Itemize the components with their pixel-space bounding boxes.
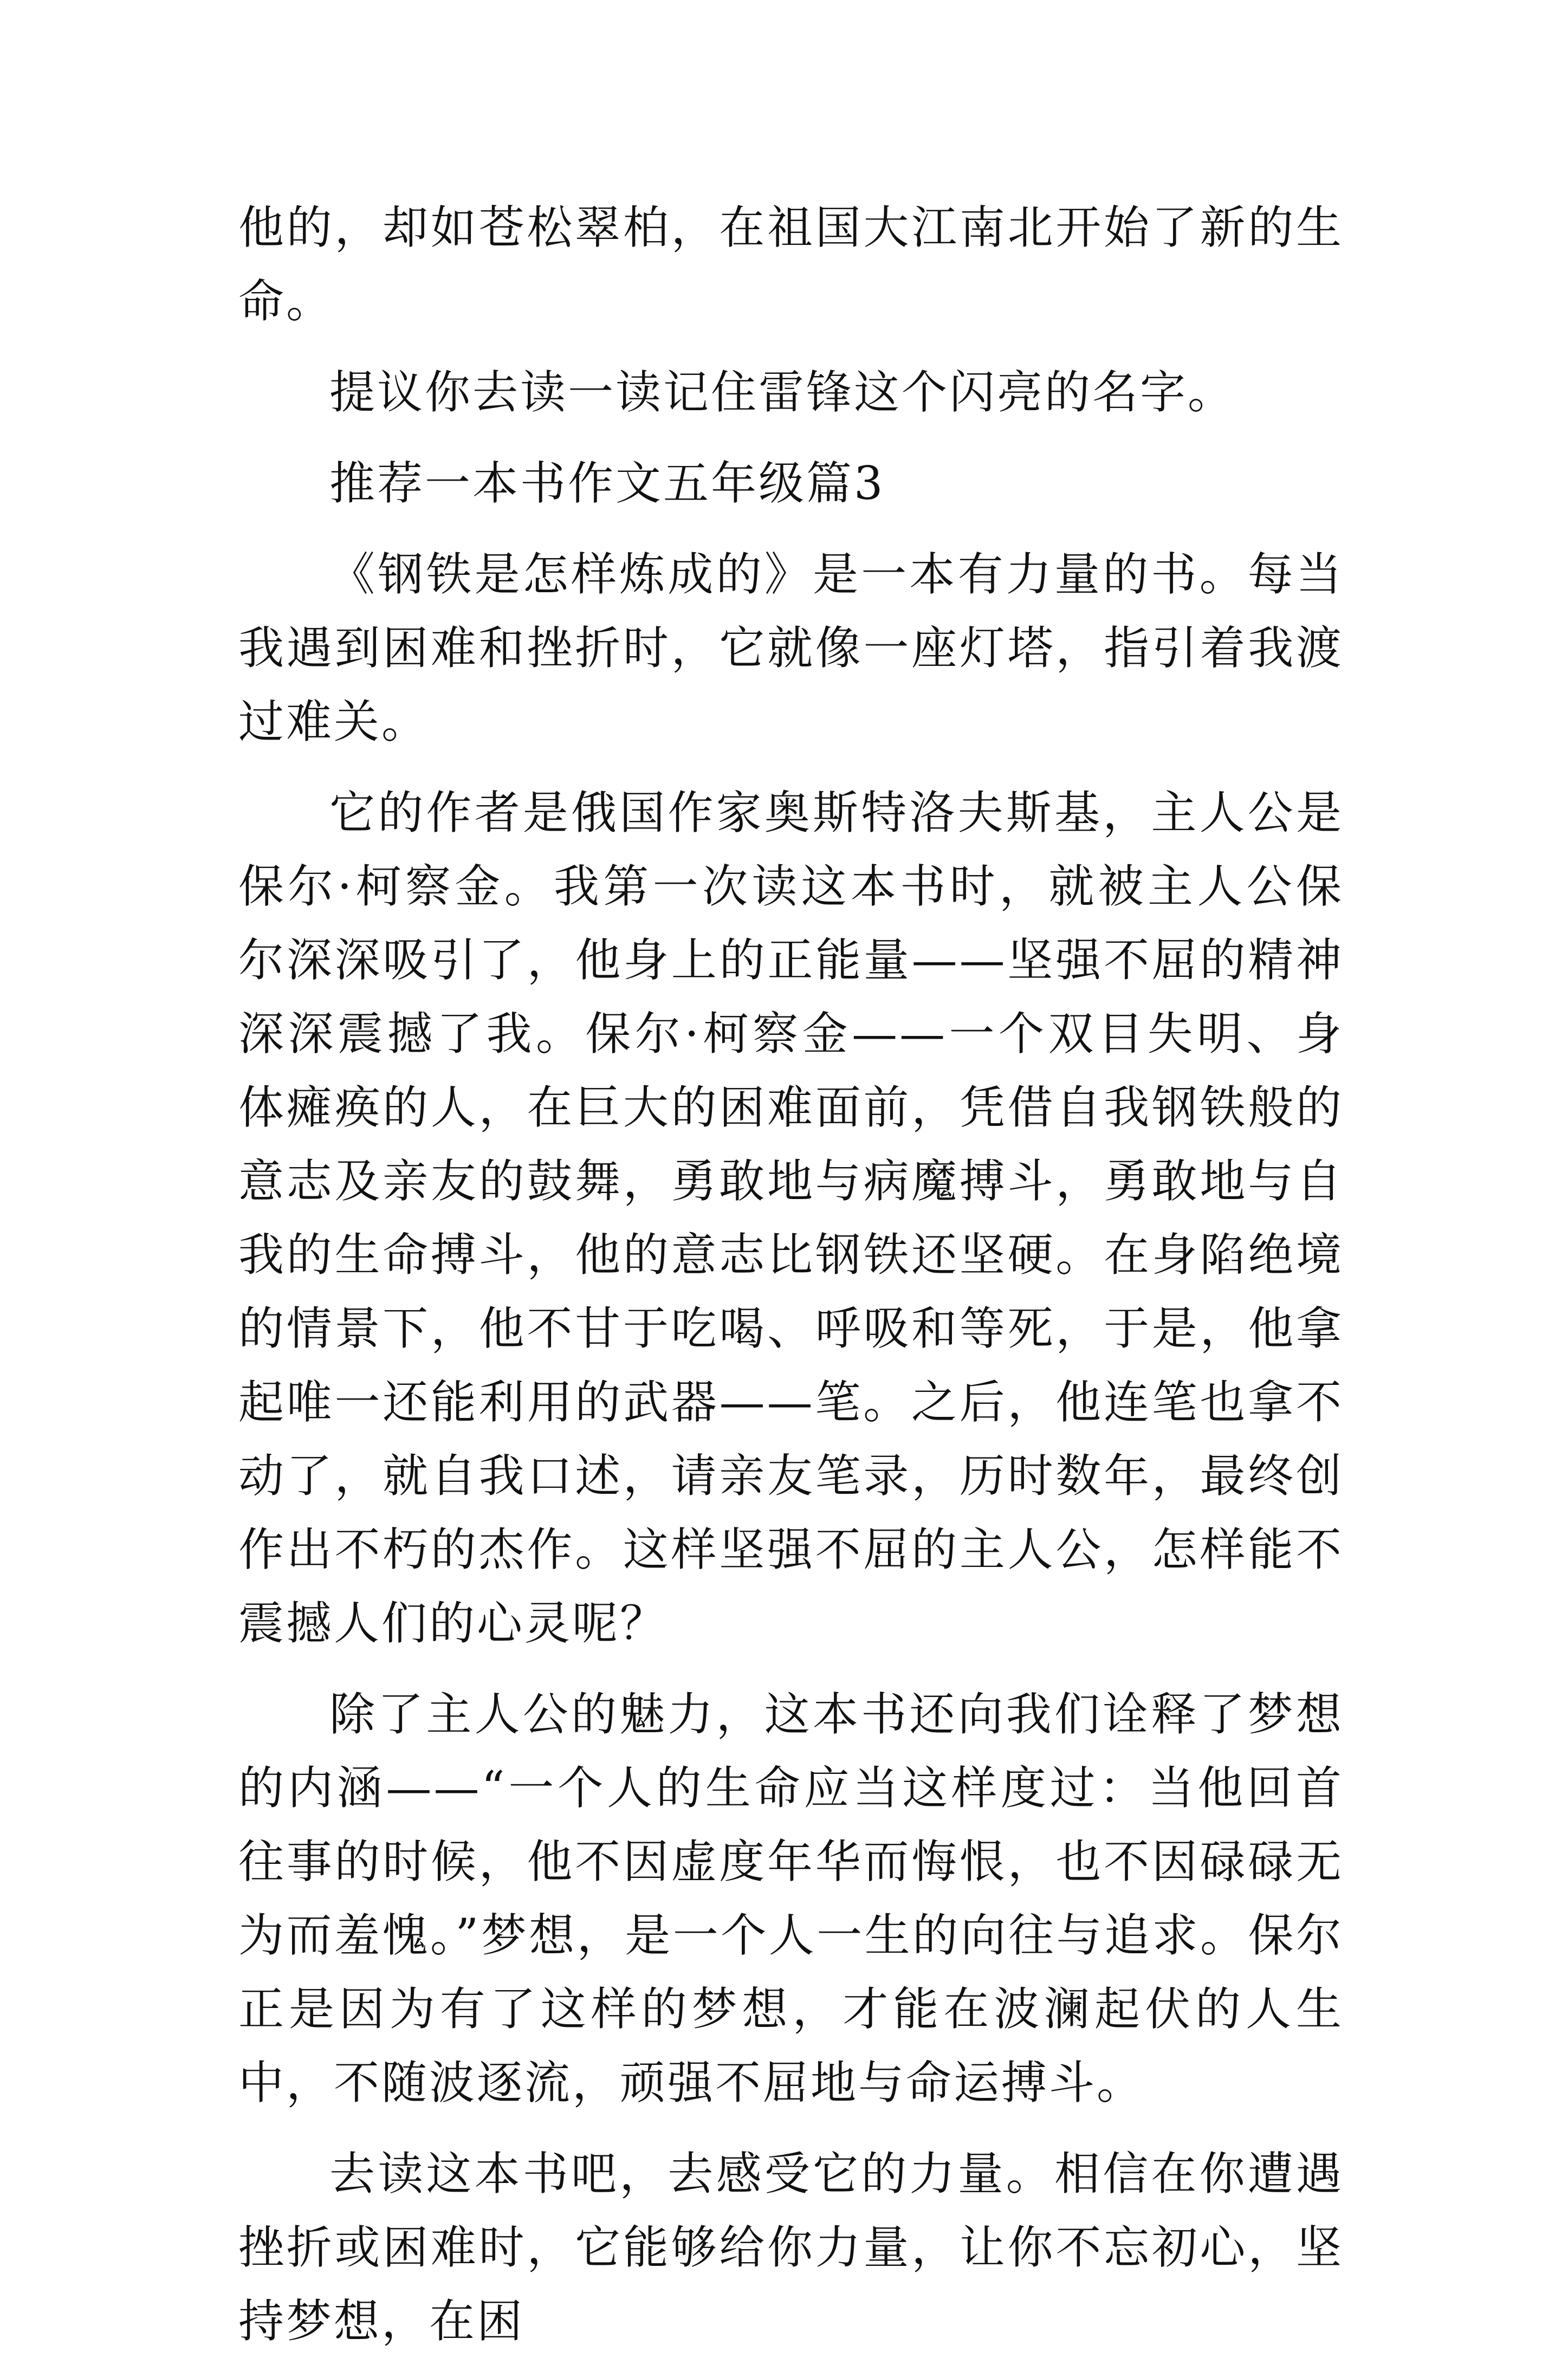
paragraph-2: 提议你去读一读记住雷锋这个闪亮的名字。 bbox=[329, 366, 1236, 419]
paragraph-6: 去读这本书吧，去感受它的力量。相信在你遭遇挫折或困难时，它能够给你力量，让你不忘初心，坚持梦想，在困 bbox=[238, 2147, 1344, 2348]
section-heading: 推荐一本书作文五年级篇3 bbox=[329, 457, 885, 510]
document-body bbox=[238, 191, 1344, 2358]
paragraph-3: 《钢铁是怎样炼成的》是一本有力量的书。每当我遇到困难和挫折时，它就像一座灯塔，指引着我渡过难关。 bbox=[238, 548, 1344, 748]
paragraph-5: 除了主人公的魅力，这本书还向我们诠释了梦想的内涵——“一个人的生命应当这样度过：当他回首往事的时候，他不因虚度年华而悔恨，也不因碌碌无为而羞愧。”梦想，是一个人一生的向往与追求。保尔正是因为有了这样的梦想，才能在波澜起伏的人生中，不随波逐流，顽强不屈地与命运搏斗。 bbox=[238, 1688, 1344, 2109]
paragraph-4: 它的作者是俄国作家奥斯特洛夫斯基，主人公是保尔·柯察金。我第一次读这本书时，就被主人公保尔深深吸引了，他身上的正能量——坚强不屈的精神深深震撼了我。保尔·柯察金——一个双目失明、身体瘫痪的人，在巨大的困难面前，凭借自我钢铁般的意志及亲友的鼓舞，勇敢地与病魔搏斗，勇敢地与自我的生命搏斗，他的意志比钢铁还坚硬。在身陷绝境的情景下，他不甘于吃喝、呼吸和等死，于是，他拿起唯一还能利用的武器——笔。之后，他连笔也拿不动了，就自我口述，请亲友笔录，历时数年，最终创作出不朽的杰作。这样坚强不屈的主人公，怎样能不震撼人们的心灵呢？ bbox=[238, 786, 1344, 1650]
paragraph-1: 他的，却如苍松翠柏，在祖国大江南北开始了新的生命。 bbox=[238, 201, 1344, 328]
